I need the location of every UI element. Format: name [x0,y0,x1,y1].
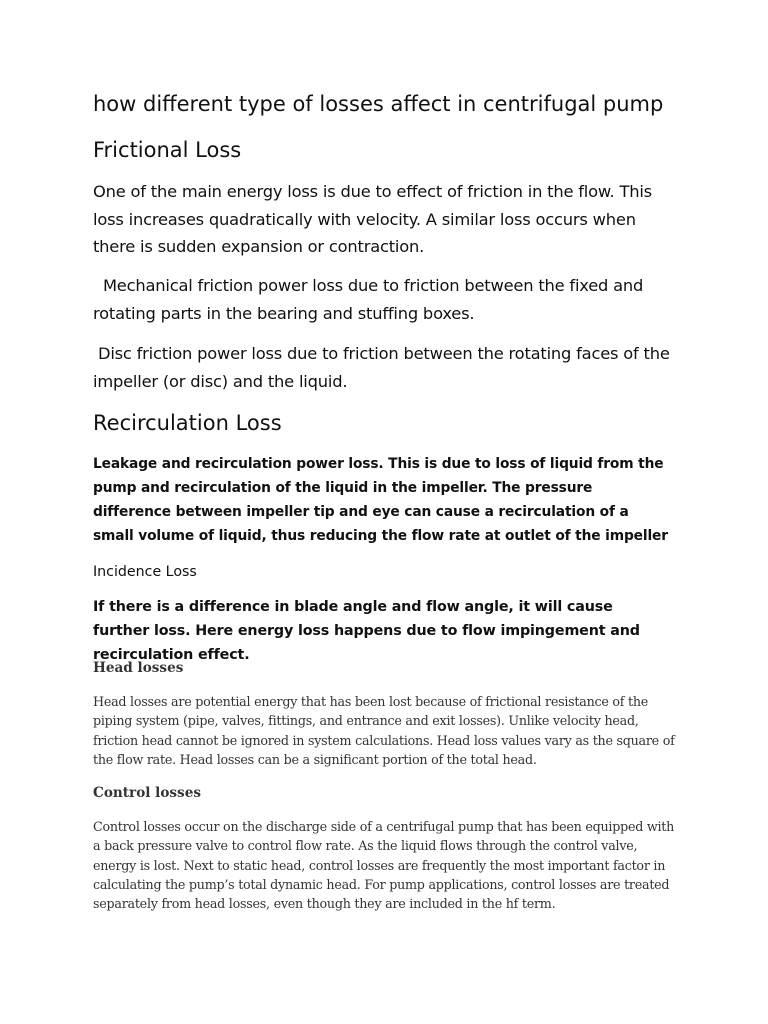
incidence-loss-heading: Incidence Loss [93,564,197,580]
head-losses-heading: Head losses [93,660,184,676]
recirculation-loss-paragraph: Leakage and recirculation power loss. This is due to loss of liquid from the pump and recirculation of the liquid in the impeller. The pressure difference between impeller tip and eye can cause a recirculation of a small volume of liquid, thus reducing the flow rate at outlet of the impeller [93,456,668,544]
incidence-loss-paragraph: If there is a difference in blade angle and flow angle, it will cause further loss. Here energy loss happens due to flow impingement and recirculation effect. [93,599,640,663]
control-losses-heading: Control losses [93,785,202,801]
frictional-loss-paragraph: One of the main energy loss is due to effect of friction in the flow. This loss increases quadratically with velocity. A similar loss occurs when there is sudden expansion or contraction. [93,182,652,256]
document-title: how different type of losses affect in centrifugal pump [93,92,664,116]
recirculation-loss-heading: Recirculation Loss [93,411,282,435]
control-losses-paragraph: Control losses occur on the discharge side of a centrifugal pump that has been equipped with a back pressure valve to control flow rate. As the liquid flows through the control valve, energy is lost. Next to static head, control losses are frequently the most important factor in calculating the pump’s total dynamic head. For pump applications, control losses are treated separately from head losses, even though they are included in the hf term. [93,819,675,912]
frictional-loss-heading: Frictional Loss [93,138,242,162]
head-losses-paragraph: Head losses are potential energy that has been lost because of frictional resistance of the piping system (pipe, valves, fittings, and entrance and exit losses). Unlike velocity head, friction head cannot be ignored in system calculations. Head loss values vary as the square of the flow rate. Head losses can be a significant portion of the total head. [93,694,675,767]
disc-friction-paragraph: Disc friction power loss due to friction between the rotating faces of the impeller (or disc) and the liquid. [93,344,675,391]
mechanical-friction-paragraph: Mechanical friction power loss due to friction between the fixed and rotating parts in the bearing and stuffing boxes. [93,276,649,323]
